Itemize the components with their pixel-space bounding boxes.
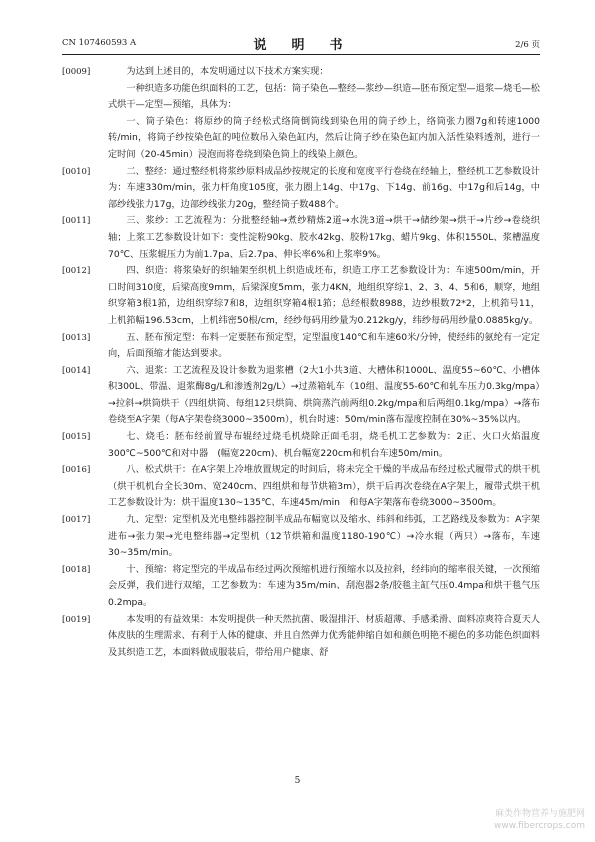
paragraph-0016 <box>62 462 540 512</box>
paragraph-number: [0009] <box>62 67 91 77</box>
paragraph-0009 <box>62 64 540 81</box>
paragraph-0017 <box>62 512 540 562</box>
paragraph-0010 <box>62 164 540 214</box>
paragraph-0013 <box>62 330 540 363</box>
paragraph-number: [0010] <box>62 166 91 177</box>
paragraph-0018 <box>62 562 540 612</box>
paragraph-text: 十、预缩：将定型完的半成品布经过两次预缩机进行预缩水以及拉斜，经纬向的缩率很关键，一次预缩会反弹，我们进行双缩，工艺参数为：车速为35m/min、刮泡器2条/胶毯主缸气压0.4mpa和烘干毯气压0.2mpa。 <box>108 563 540 608</box>
paragraph-process-overview <box>62 81 540 114</box>
paragraph-number: [0016] <box>62 465 91 476</box>
paragraph-0015 <box>62 429 540 462</box>
description-body <box>62 64 540 661</box>
paragraph-number: [0012] <box>62 266 91 277</box>
watermark-url: www.fibercrops.com <box>494 821 585 831</box>
paragraph-text: 四、织造：将浆染好的织轴架至织机上织造成坯布，织造工序工艺参数设计为：车速500m/min，开口时间310度，后梁高度9mm，后梁深度5mm，张力4KN，地组织穿综1、2、3、4、5和6，顺穿，地组织穿箱3根1筘，边组织穿综7和8，边组织穿箱4根1筘；总经根数8988，边纱根数72*2，上机筘号11，上机筘幅196.53cm，上机纬密50根/cm，经纱每码用纱量为0.212kg/y，纬纱每码用纱量0.0885kg/y。 <box>108 265 540 326</box>
paragraph-text: 六、退浆：工艺流程及设计参数为退浆槽（2大1小共3道、大槽体积1000L、温度55~60℃、小槽体积300L、带温、退浆酶8g/L和渗透剂2g/L）→过蒸箱轧车（10组、温度55-60℃和轧车压力0.3kg/mpa）→拉斜→烘筒烘干（四组烘筒、每组12只烘筒、烘筒蒸汽前两组0.2kg/mpa和后两组0.1kg/mpa）→落布卷绕至A字架（每A字架卷绕3000~3500m），机台时速：50m/min落布湿度控制在30%~35%以内。 <box>108 364 540 426</box>
paragraph-text: 为达到上述目的，本发明通过以下技术方案实现： <box>126 66 329 77</box>
paragraph-text: 三、浆纱：工艺流程为：分批整经轴→煮纱精炼2道→水洗3道→烘干→储纱架→烘干→片纱→卷绕织轴；上浆工艺参数设计如下：变性淀粉90kg、胶水42kg、胶粉17kg、蜡片9kg、体积1550L、浆槽温度70℃、压浆辊压力为前1.7pa、后2.7pa、伸长率6%和上浆率9%。 <box>108 215 540 260</box>
watermark-site-name: 麻类作物营养与施肥网 <box>494 809 585 819</box>
publication-number: CN 107460593 A <box>62 38 137 48</box>
paragraph-number: [0014] <box>62 365 91 376</box>
paragraph-number: [0013] <box>62 332 91 343</box>
paragraph-number: [0011] <box>62 216 91 227</box>
paragraph-text: 一、筒子染色：将原纱的筒子经松式络筒倒筒线到染色用的筒子纱上，络筒张力圈7g和转速1000转/min，将筒子纱按染色缸的吨位数吊入染色缸内，然后让筒子纱在染色缸内加入活性染料透剂，进行一定时间（20-45min）浸泡而将卷绕到染色筒上的线染上颜色。 <box>108 115 540 160</box>
paragraph-number: [0019] <box>62 614 91 625</box>
paragraph-number: [0015] <box>62 432 91 443</box>
paragraph-0011 <box>62 213 540 263</box>
paragraph-text: 一种织造多功能色织面料的工艺，包括：筒子染色—整经—浆纱—织造—胚布预定型—退浆—烧毛—松式烘干—定型—预缩，具体为： <box>108 82 540 111</box>
watermark <box>494 808 585 832</box>
paragraph-text: 八、松式烘干：在A字架上冷堆放置规定的时间后，将未完全干燥的半成品布经过松式履带式的烘干机（烘干机机台全长30m、宽240cm、四组烘和每节烘箱3m），烘干后再次卷绕在A字架上，履带式烘干机工艺参数设计为：烘干温度130~135℃、车速45m/min 和每A字架落布卷绕3000~3500m。 <box>108 464 540 509</box>
paragraph-cheese-dyeing <box>62 114 540 164</box>
paragraph-number: [0017] <box>62 515 91 526</box>
paragraph-0019 <box>62 612 540 662</box>
paragraph-text: 七、烧毛：胚布经前置导布辊经过烧毛机烧除正面毛羽，烧毛机工艺参数为：2正、火口火焰温度300℃~500℃和对中器 (幅宽220cm)、机台幅宽220cm和机台车速50m/min。 <box>108 431 540 459</box>
paragraph-text: 本发明的有益效果：本发明提供一种天然抗菌、吸湿排汗、材质超薄、手感柔滑、面料凉爽符合夏天人体皮肤的生理需求、有利于人体的健康、并且自然弹力优秀能伸缩自如和颜色明艳不褪色的多功能色织面料及其织造工艺，本面料做成服装后，带给用户健康、舒 <box>108 613 540 658</box>
page-header <box>62 32 540 55</box>
paragraph-text: 五、胚布预定型：布料一定要胚布预定型，定型温度140℃和车速60米/分钟，使经纬的氨纶有一定定向，后面预缩才能达到要求。 <box>108 331 540 360</box>
document-title: 说 明 书 <box>253 38 349 53</box>
paragraph-0012 <box>62 263 540 329</box>
paragraph-number: [0018] <box>62 564 91 575</box>
paragraph-0014 <box>62 363 540 429</box>
page-number: 5 <box>294 776 301 786</box>
paragraph-text: 二、整经：通过整经机将浆纱原料成品纱按规定的长度和宽度平行卷绕在经轴上，整经机工艺参数设计为：车速330m/min，张力杆角度105度，张力圈上14g、中17g、下14g、前16g、中17g和后14g，中部纱线张力17g，边部纱线张力20g，整经筒子数488个。 <box>108 165 540 210</box>
page-info: 2/6 页 <box>515 40 540 50</box>
paragraph-text: 九、定型：定型机及光电整纬器控制半成品布幅宽以及缩水、纬斜和纬弧，工艺路线及参数为：A字架进布→张力架→光电整纬器→定型机（12节烘箱和温度1180-190℃）→冷水辊（两只）→落布，车速30~35m/min。 <box>108 514 540 559</box>
